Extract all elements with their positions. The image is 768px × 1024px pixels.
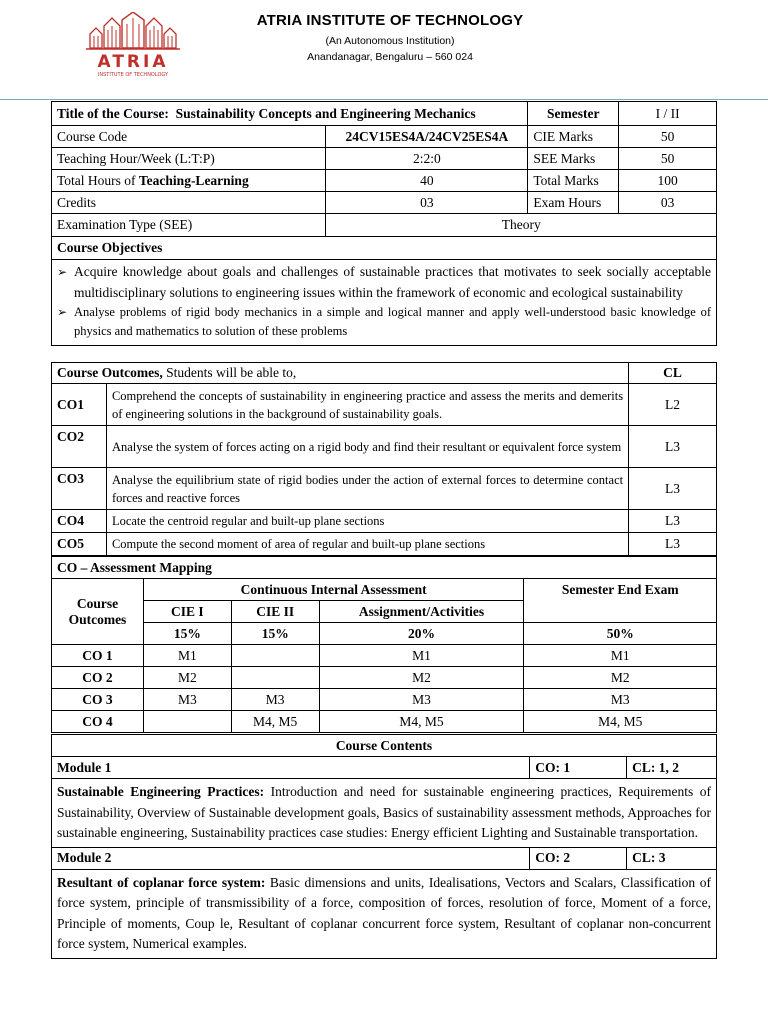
outcome-cl: L2	[629, 384, 717, 426]
exam-type-label: Examination Type (SEE)	[52, 214, 326, 237]
info-label: Course Code	[52, 126, 326, 148]
see-header: Semester End Exam	[524, 579, 717, 623]
institute-subtitle: (An Autonomous Institution)	[325, 35, 455, 47]
marks-label: Exam Hours	[528, 192, 619, 214]
info-value: 40	[326, 170, 528, 192]
module-content	[52, 779, 717, 848]
outcomes-heading	[52, 363, 629, 384]
cie2-header: CIE II	[231, 601, 319, 623]
info-row	[52, 170, 717, 192]
mapping-cell	[231, 645, 319, 667]
header-divider	[0, 99, 768, 100]
course-contents-table	[51, 734, 717, 959]
outcome-text: Analyse the system of forces acting on a rigid body and find their resultant or equivalent force system	[106, 426, 628, 468]
mapping-cell	[231, 667, 319, 689]
marks-value: 100	[619, 170, 717, 192]
objective-text: Analyse problems of rigid body mechanics in a simple and logical manner and apply well-understood basic knowledge of physics and mathematics to solution of these problems	[74, 305, 711, 338]
mapping-cell: M3	[319, 689, 524, 711]
mapping-heading: CO – Assessment Mapping	[52, 557, 717, 579]
exam-type-row	[52, 214, 717, 237]
co-assessment-mapping-table	[51, 556, 717, 733]
institute-name: ATRIA INSTITUTE OF TECHNOLOGY	[256, 12, 524, 29]
objective-item	[57, 303, 711, 341]
course-outcomes-table	[51, 362, 717, 556]
module-cl: CL: 3	[627, 847, 717, 869]
outcome-text: Compute the second moment of area of regular and built-up plane sections	[106, 533, 628, 556]
mapping-cell: M4, M5	[231, 711, 319, 733]
mapping-cell: M1	[319, 645, 524, 667]
course-outcomes-header: Course Outcomes	[52, 579, 144, 645]
contents-heading: Course Contents	[52, 735, 717, 757]
module-topic: Resultant of coplanar force system:	[57, 874, 266, 890]
mapping-cell: M2	[319, 667, 524, 689]
objectives-heading: Course Objectives	[52, 237, 717, 260]
weight-cell: 15%	[143, 623, 231, 645]
module-content	[52, 869, 717, 958]
outcome-cl: L3	[629, 510, 717, 533]
module-header-row	[52, 757, 717, 779]
module-co: CO: 1	[530, 757, 627, 779]
mapping-co: CO 3	[52, 689, 144, 711]
title-row	[52, 102, 717, 126]
institute-block	[240, 12, 540, 63]
semester-value: I / II	[619, 102, 717, 126]
weight-cell: 50%	[524, 623, 717, 645]
marks-value: 03	[619, 192, 717, 214]
mapping-cell: M3	[231, 689, 319, 711]
outcomes-heading-row	[52, 363, 717, 384]
contents-heading-row	[52, 735, 717, 757]
module-content-row	[52, 869, 717, 958]
mapping-cell: M4, M5	[319, 711, 524, 733]
outcome-code: CO5	[52, 533, 107, 556]
weight-cell: 20%	[319, 623, 524, 645]
course-title-value: Sustainability Concepts and Engineering Mechanics	[175, 105, 476, 121]
info-row	[52, 192, 717, 214]
outcome-text: Analyse the equilibrium state of rigid bodies under the action of external forces to determine contact forces and reactive forces	[106, 468, 628, 510]
course-title-label: Title of the Course:	[57, 105, 169, 121]
arrow-bullet-icon: ➢	[57, 265, 68, 279]
mapping-cell: M3	[143, 689, 231, 711]
mapping-row	[52, 711, 717, 733]
marks-label: Total Marks	[528, 170, 619, 192]
info-label-pre: Total Hours of	[57, 172, 139, 188]
outcome-text: Locate the centroid regular and built-up plane sections	[106, 510, 628, 533]
module-text: Basic dimensions and units, Idealisations, Vectors and Scalars, Classification of force system, principle of transmissibility of a force, composition of forces, resolution of force, Moment of a force, Principle of moments, Coup le, Resultant of coplanar concurrent force system, Resultant of coplanar non-concurrent force system, Numerical examples.	[57, 874, 711, 951]
marks-label: CIE Marks	[528, 126, 619, 148]
outcome-code: CO4	[52, 510, 107, 533]
module-text: Introduction and need for sustainable engineering practices, Requirements of Sustainability, Overview of Sustainable development goals, Basics of sustainability assessment methods, Approaches for sustainable engineering, Sustainability practices case studies: Energy efficient Lighting and Sustainable transportation.	[57, 784, 711, 840]
mapping-header-row	[52, 579, 717, 601]
logo-wordmark: ATRIA	[97, 52, 169, 72]
semester-label: Semester	[528, 102, 619, 126]
mapping-cell: M2	[143, 667, 231, 689]
cie1-header: CIE I	[143, 601, 231, 623]
mapping-row	[52, 645, 717, 667]
module-content-row	[52, 779, 717, 848]
info-row	[52, 126, 717, 148]
outcome-row	[52, 426, 717, 468]
outcome-row	[52, 468, 717, 510]
exam-type-value: Theory	[326, 214, 717, 237]
info-label: Credits	[52, 192, 326, 214]
marks-label: SEE Marks	[528, 148, 619, 170]
module-label: Module 2	[52, 847, 530, 869]
info-label-bold: Teaching-Learning	[138, 172, 249, 188]
mapping-cell	[143, 711, 231, 733]
outcome-code: CO2	[52, 426, 107, 468]
outcome-cl: L3	[629, 426, 717, 468]
outcome-code: CO1	[52, 384, 107, 426]
info-value: 2:2:0	[326, 148, 528, 170]
info-label	[52, 170, 326, 192]
module-label: Module 1	[52, 757, 530, 779]
outcomes-heading-bold: Course Outcomes,	[57, 365, 163, 380]
cie-header: Continuous Internal Assessment	[143, 579, 523, 601]
arrow-bullet-icon: ➢	[57, 305, 68, 319]
objectives-row	[52, 260, 717, 346]
mapping-co: CO 1	[52, 645, 144, 667]
mapping-cell: M2	[524, 667, 717, 689]
outcome-row	[52, 510, 717, 533]
logo-subtext: INSTITUTE OF TECHNOLOGY	[97, 72, 169, 78]
marks-value: 50	[619, 148, 717, 170]
outcomes-heading-rest: Students will be able to,	[162, 365, 297, 380]
outcome-text: Comprehend the concepts of sustainability in engineering practice and assess the merits and demerits of engineering solutions in the background of sustainability goals.	[106, 384, 628, 426]
institute-logo	[84, 12, 182, 78]
mapping-row	[52, 689, 717, 711]
mapping-co: CO 2	[52, 667, 144, 689]
mapping-cell: M3	[524, 689, 717, 711]
info-value: 24CV15ES4A/24CV25ES4A	[326, 126, 528, 148]
outcome-cl: L3	[629, 533, 717, 556]
marks-value: 50	[619, 126, 717, 148]
module-topic: Sustainable Engineering Practices:	[57, 784, 265, 799]
weight-cell: 15%	[231, 623, 319, 645]
course-title-cell	[52, 102, 528, 126]
mapping-cell: M1	[524, 645, 717, 667]
objective-text: Acquire knowledge about goals and challenges of sustainable practices that motivates to seek socially acceptable multidisciplinary solutions to engineering issues within the framework of economic and ecological sustainability	[74, 264, 711, 300]
mapping-cell: M4, M5	[524, 711, 717, 733]
objectives-list	[57, 262, 711, 341]
assignment-header: Assignment/Activities	[319, 601, 524, 623]
module-cl: CL: 1, 2	[627, 757, 717, 779]
mapping-heading-row	[52, 557, 717, 579]
objective-item	[57, 262, 711, 303]
module-co: CO: 2	[530, 847, 627, 869]
institute-address: Anandanagar, Bengaluru – 560 024	[307, 51, 473, 63]
mapping-row	[52, 667, 717, 689]
info-label: Teaching Hour/Week (L:T:P)	[52, 148, 326, 170]
objectives-cell	[52, 260, 717, 346]
info-value: 03	[326, 192, 528, 214]
mapping-weights-row	[52, 623, 717, 645]
module-header-row	[52, 847, 717, 869]
course-info-table	[51, 101, 717, 346]
cl-heading: CL	[629, 363, 717, 384]
mapping-co: CO 4	[52, 711, 144, 733]
info-row	[52, 148, 717, 170]
page-header	[0, 0, 768, 100]
outcome-row	[52, 384, 717, 426]
outcome-code: CO3	[52, 468, 107, 510]
mapping-cell: M1	[143, 645, 231, 667]
objectives-heading-row	[52, 237, 717, 260]
outcome-cl: L3	[629, 468, 717, 510]
outcome-row	[52, 533, 717, 556]
